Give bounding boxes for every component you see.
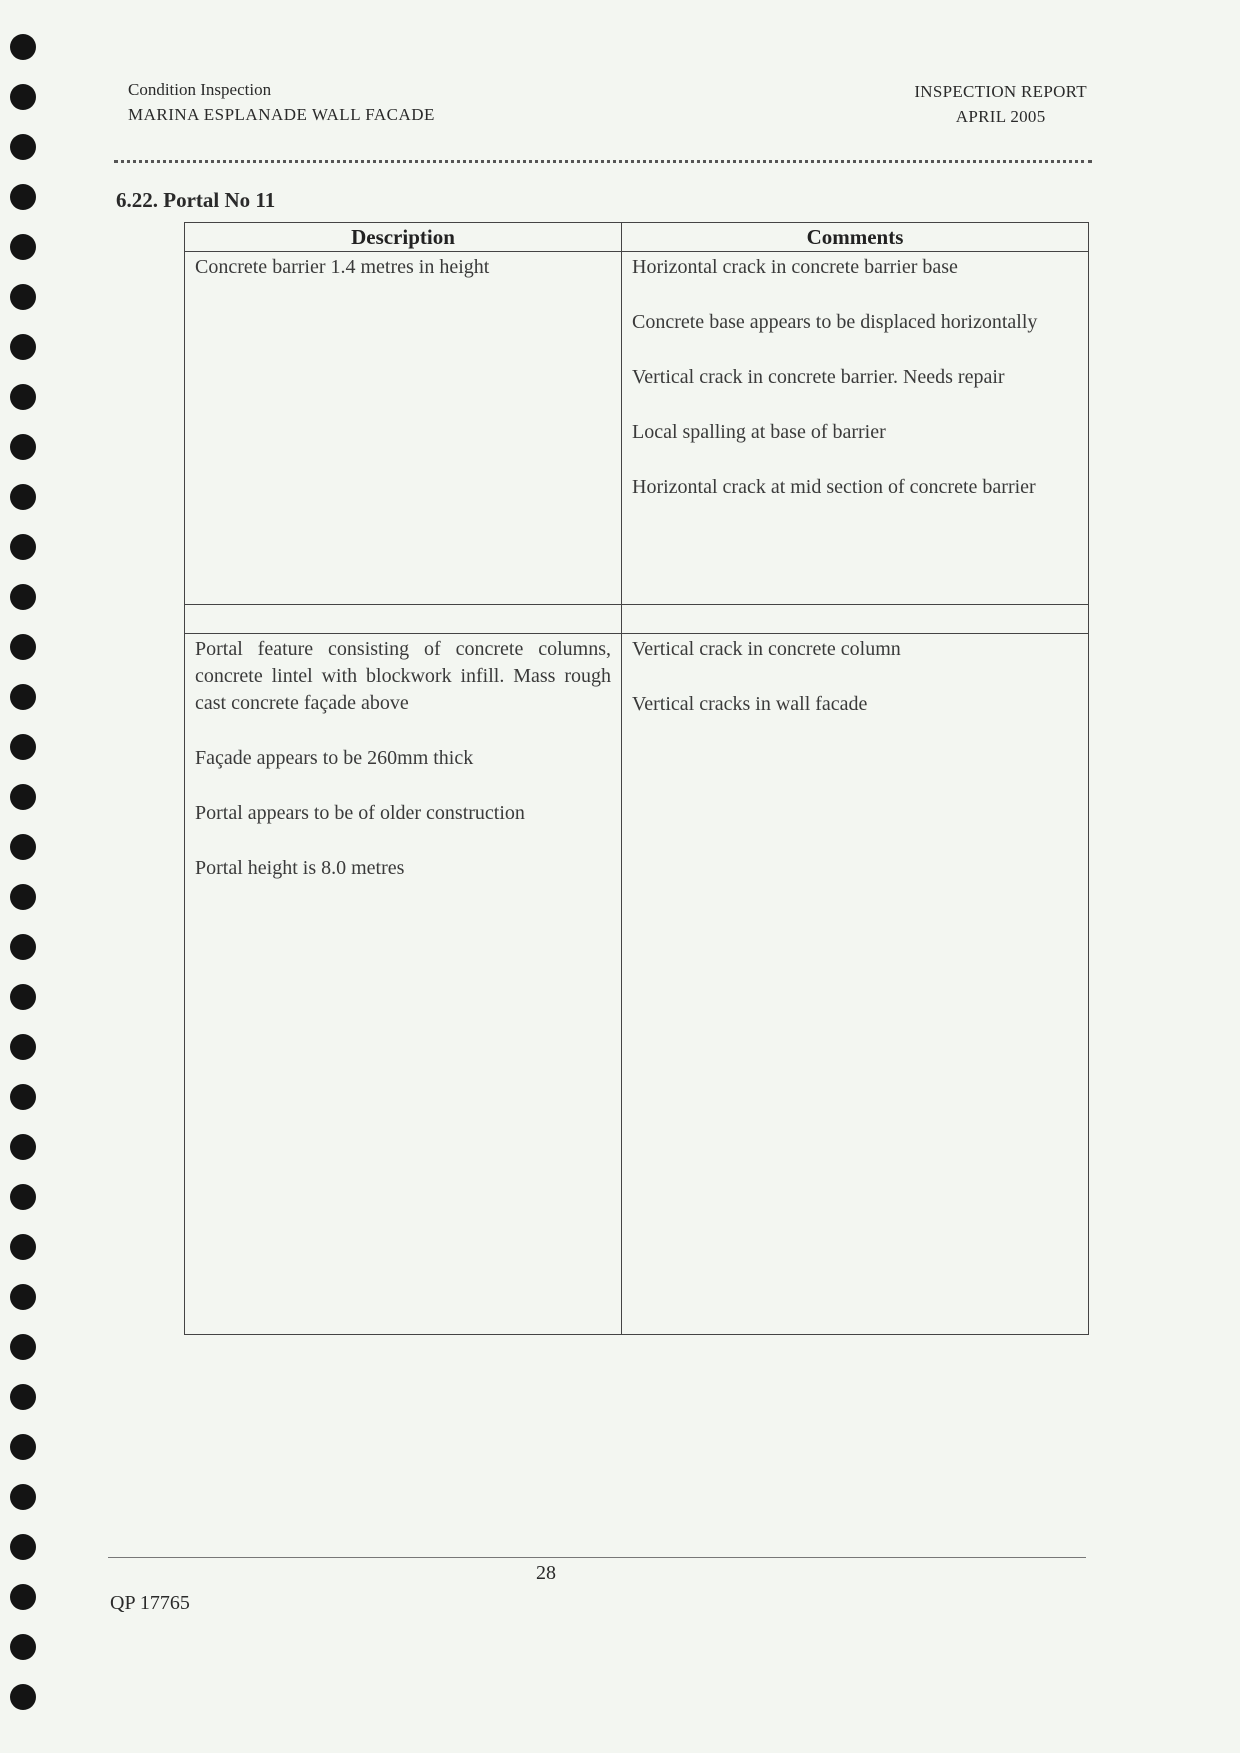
binding-hole [10,234,36,260]
binding-hole [10,734,36,760]
comment-text: Horizontal crack in concrete barrier base [632,256,958,278]
binding-hole [10,1184,36,1210]
header-divider [114,160,1092,163]
binding-hole [10,1084,36,1110]
binding-hole [10,1034,36,1060]
table-spacer-row [185,605,1089,634]
binding-hole [10,1684,36,1710]
header-right [914,80,1087,129]
column-header-description: Description [185,223,622,252]
empty-cell [622,605,1089,634]
description-cell [185,252,622,605]
binding-hole [10,784,36,810]
binding-hole [10,1134,36,1160]
binding-hole [10,884,36,910]
binding-hole [10,584,36,610]
binding-hole [10,1334,36,1360]
header-report-date: APRIL 2005 [955,106,1046,126]
footer-divider [108,1557,1086,1558]
header-report-type: Condition Inspection [128,80,272,99]
description-text: Portal height is 8.0 metres [195,857,405,879]
binding-hole [10,1284,36,1310]
binding-hole [10,1234,36,1260]
binding-hole [10,484,36,510]
binding-hole [10,134,36,160]
binding-hole [10,334,36,360]
binding-hole [10,1634,36,1660]
section-title: 6.22. Portal No 11 [116,188,276,212]
header-left [128,78,435,127]
description-cell [185,634,622,1335]
header-project-name: MARINA ESPLANADE WALL FACADE [128,104,435,124]
binding-hole [10,34,36,60]
comment-text: Vertical cracks in wall facade [632,693,868,715]
binding-hole [10,1584,36,1610]
binding-hole [10,534,36,560]
comment-text: Local spalling at base of barrier [632,421,886,443]
table-header-row [185,223,1089,252]
binding-hole [10,684,36,710]
header-report-label: INSPECTION REPORT [914,82,1087,101]
table-row [185,634,1089,1335]
table-row [185,252,1089,605]
document-code: QP 17765 [110,1592,190,1614]
comments-cell [622,252,1089,605]
description-text: Façade appears to be 260mm thick [195,747,474,769]
binding-hole [10,984,36,1010]
page-number: 28 [536,1562,556,1584]
binding-hole [10,634,36,660]
binding-hole [10,84,36,110]
binding-hole [10,184,36,210]
binding-hole [10,1534,36,1560]
comment-text: Vertical crack in concrete barrier. Needs repair [632,366,1005,388]
binding-hole [10,434,36,460]
binding-hole [10,1434,36,1460]
comments-cell [622,634,1089,1335]
comment-text: Horizontal crack at mid section of concrete barrier [632,476,1036,498]
binding-hole [10,1484,36,1510]
description-text: Portal appears to be of older construction [195,802,525,824]
description-text: Portal feature consisting of concrete columns, concrete lintel with blockwork infill. Mass rough cast concrete façade above [195,638,611,714]
comment-text: Concrete base appears to be displaced horizontally [632,311,1038,333]
binding-hole [10,384,36,410]
binding-hole [10,1384,36,1410]
column-header-comments: Comments [622,223,1089,252]
binding-holes [10,34,40,1734]
empty-cell [185,605,622,634]
inspection-table [184,222,1089,1335]
binding-hole [10,834,36,860]
comment-text: Vertical crack in concrete column [632,638,901,660]
binding-hole [10,934,36,960]
description-text: Concrete barrier 1.4 metres in height [195,256,490,278]
binding-hole [10,284,36,310]
